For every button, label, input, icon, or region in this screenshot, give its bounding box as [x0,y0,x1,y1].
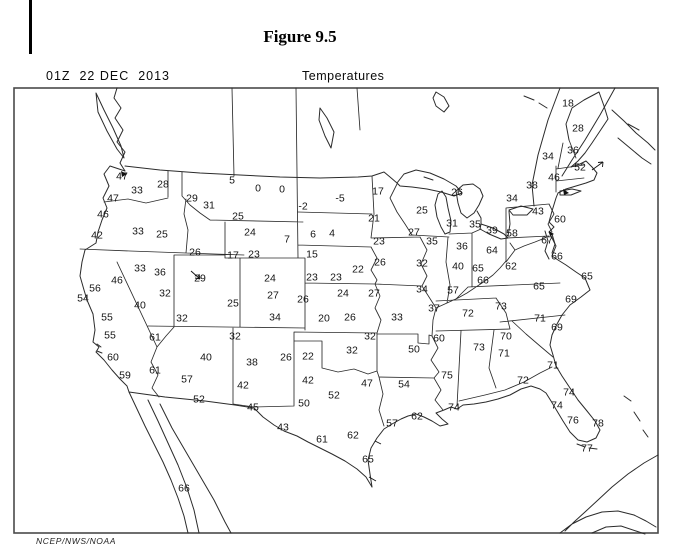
station-temp: 0 [255,182,261,195]
station-temp: 65 [472,262,484,275]
station-temp: 72 [517,374,529,387]
station-temp: 25 [232,210,244,223]
station-temp: 57 [447,284,459,297]
station-temp: 74 [551,399,563,412]
station-temp: 34 [542,150,554,163]
station-temp: 15 [306,248,318,261]
station-temp: 59 [119,369,131,382]
station-temp: 74 [448,401,460,414]
station-temp: 24 [244,226,256,239]
station-temp: 32 [346,344,358,357]
station-temp: 47 [116,170,128,183]
station-temp: 26 [280,351,292,364]
station-temp: 27 [408,226,420,239]
station-temp: 32 [229,330,241,343]
station-temp: 67 [541,234,553,247]
station-temp: 36 [154,266,166,279]
map-product-label: Temperatures [302,69,385,83]
station-temp: 17 [372,185,384,198]
station-temp: 65 [581,270,593,283]
station-temp: 62 [505,260,517,273]
station-temp: 46 [97,208,109,221]
station-temp: 74 [563,386,575,399]
station-temp: 35 [426,235,438,248]
station-temp: 31 [446,217,458,230]
station-temp: 71 [534,312,546,325]
station-temp: 32 [176,312,188,325]
station-temp: 70 [500,330,512,343]
station-temp: 62 [347,429,359,442]
station-temp: 33 [391,311,403,324]
station-temp: 54 [77,292,89,305]
station-temp: 4 [329,227,335,240]
station-temp: 66 [477,274,489,287]
station-temp: 46 [548,171,560,184]
station-temp: 32 [364,330,376,343]
station-temp: 34 [416,283,428,296]
station-temp: 28 [157,178,169,191]
station-temp: 69 [551,321,563,334]
station-temp: 18 [562,97,574,110]
lake-winnipeg [319,108,334,148]
station-temp: 45 [247,401,259,414]
station-temp: 47 [361,377,373,390]
station-temp: 21 [368,212,380,225]
station-temp: 26 [344,311,356,324]
station-temp: 34 [269,311,281,324]
station-temp: 33 [131,184,143,197]
station-temp: 46 [111,274,123,287]
atlantic-gulf-coast [368,161,600,487]
station-temp: 62 [411,410,423,423]
station-temp: 42 [91,229,103,242]
station-temp: 7 [284,233,290,246]
figure-title: Figure 9.5 [263,27,337,46]
station-temp: 65 [533,280,545,293]
station-temp: 32 [416,257,428,270]
attribution-text: NCEP/NWS/NOAA [36,536,117,546]
map-timestamp: 01Z 22 DEC 2013 [46,69,171,83]
station-temp: 55 [101,311,113,324]
station-temp: 39 [486,224,498,237]
station-temp: 24 [337,287,349,300]
station-temp: 33 [132,225,144,238]
station-temp: 38 [246,356,258,369]
station-temp: 6 [310,228,316,241]
map-frame [14,88,658,533]
station-temp: 26 [374,256,386,269]
station-temp: 52 [328,389,340,402]
station-temp: 38 [526,179,538,192]
canada-pacific-coast [114,88,125,171]
station-temp: 61 [149,364,161,377]
station-temp: 77 [581,442,593,455]
station-temp: 22 [302,350,314,363]
baja-california [129,392,199,533]
station-temp: 33 [134,262,146,275]
station-temp: 50 [408,343,420,356]
station-temp: 37 [428,302,440,315]
station-temp: 71 [547,359,559,372]
station-temp: 42 [237,379,249,392]
station-temp: 61 [149,331,161,344]
station-temp: 71 [498,347,510,360]
station-temp: 69 [565,293,577,306]
station-temp: 42 [302,374,314,387]
station-temp: 34 [506,192,518,205]
station-temp: 65 [362,453,374,466]
station-temp: 25 [416,204,428,217]
station-temp: 27 [368,287,380,300]
station-temp: 5 [229,174,235,187]
station-temp: 78 [592,417,604,430]
station-temp: 60 [433,332,445,345]
station-temp: 66 [551,250,563,263]
station-temp: 60 [107,351,119,364]
station-temp: 23 [306,271,318,284]
station-temp: 54 [398,378,410,391]
mexico-mainland-coast [160,404,231,533]
station-temp: -5 [335,192,345,205]
station-temp: 22 [352,263,364,276]
station-temp: 64 [486,244,498,257]
station-temp: 75 [441,369,453,382]
station-temp: 52 [193,393,205,406]
station-temp: 23 [373,235,385,248]
station-temperatures [77,98,604,495]
station-temp: 23 [330,271,342,284]
station-temp: 25 [156,228,168,241]
station-temp: 40 [134,299,146,312]
station-temp: 29 [194,272,206,285]
station-temp: 56 [89,282,101,295]
station-temp: 36 [567,144,579,157]
station-temp: 0 [279,183,285,196]
station-temp: 52 [574,161,586,174]
station-temp: 25 [227,297,239,310]
station-temp: 32 [159,287,171,300]
station-temp: 76 [567,414,579,427]
station-temp: 58 [506,227,518,240]
station-temp: 43 [532,205,544,218]
station-temp: 27 [267,289,279,302]
station-temp: 26 [189,246,201,259]
station-temp: 17 [227,249,239,262]
station-temp: 40 [452,260,464,273]
station-temp: 43 [277,421,289,434]
lake-nipigon [433,92,449,112]
station-temp: 28 [572,122,584,135]
station-temp: 29 [186,192,198,205]
station-temp: 50 [298,397,310,410]
station-temp: 61 [316,433,328,446]
station-temp: 24 [264,272,276,285]
station-temp: 23 [248,248,260,261]
station-temp: 73 [495,300,507,313]
station-temp: -2 [298,200,308,213]
station-temp: 36 [456,240,468,253]
station-temp: 40 [200,351,212,364]
station-symbols [121,162,603,481]
station-temp: 26 [297,293,309,306]
station-temp: 31 [203,199,215,212]
station-temp: 72 [462,307,474,320]
station-temp: 57 [181,373,193,386]
station-temp: 57 [386,417,398,430]
station-temp: 26 [451,186,463,199]
station-temp: 73 [473,341,485,354]
station-temp: 35 [469,218,481,231]
station-temp: 20 [318,312,330,325]
station-temp: 55 [104,329,116,342]
station-temp: 66 [178,482,190,495]
station-temp: 47 [107,192,119,205]
isle-royale [424,177,433,180]
station-temp: 60 [554,213,566,226]
